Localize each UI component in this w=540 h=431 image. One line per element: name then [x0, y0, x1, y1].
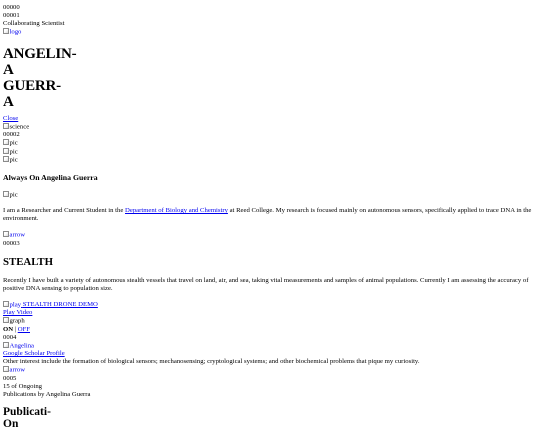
arrow-link[interactable]: [3, 231, 537, 240]
close-link[interactable]: Close: [3, 114, 19, 122]
pic-image-icon: pic: [3, 148, 18, 157]
about-paragraph: [3, 207, 537, 223]
pic-image-icon: pic: [3, 191, 18, 200]
avatar-link[interactable]: [3, 342, 537, 351]
counter-top: 00000: [3, 4, 20, 11]
publications-byline: Publications by Angelina Guerra: [3, 390, 91, 398]
profile-interests: Other interest include the formation of biological sensors; mechanosensing; cryptological systems; and other biochemical problems that pique my curiosity.: [3, 358, 420, 366]
hero-name: [3, 46, 537, 111]
publications-heading-line: Publicati-: [3, 405, 51, 418]
section-counter: 0005: [3, 374, 17, 382]
about-heading: Always On Angelina Guerra: [3, 172, 98, 182]
play-icon: play: [3, 301, 21, 310]
stealth-demo-label: STEALTH DRONE DEMO: [22, 300, 98, 308]
toggle-off-link[interactable]: OFF: [17, 325, 30, 333]
role-label: Collaborating Scientist: [3, 20, 65, 27]
about-text-start: I am a Researcher and Current Student in the: [3, 207, 126, 215]
section-counter: 00001: [3, 12, 20, 19]
play-video-link[interactable]: Play Video: [3, 309, 33, 317]
hero-name-line: A: [3, 94, 14, 111]
hero-name-line: A: [3, 61, 14, 78]
section-counter: 0004: [3, 333, 17, 341]
toggle-on[interactable]: ON: [3, 325, 14, 333]
publications-heading: [3, 406, 537, 431]
hero-name-line: ANGELIN-: [3, 45, 77, 62]
arrow-link[interactable]: [3, 366, 537, 375]
ongoing-count: 15 of Ongoing: [3, 382, 43, 390]
arrow-icon: arrow: [3, 366, 25, 375]
section-counter: 00002: [3, 131, 20, 139]
on-off-toggle: [3, 326, 537, 334]
stealth-paragraph: Recently I have built a variety of autonomous stealth vessels that travel on land, air, and sea, taking vital measurements and samples of animal populations. Currently I am assessing the accuracy of positive DNA sensing to population size.: [3, 276, 529, 292]
science-image-icon: science: [3, 123, 29, 132]
stealth-heading: STEALTH: [3, 255, 54, 268]
pic-image-icon: pic: [3, 156, 18, 165]
pic-image-icon: pic: [3, 139, 18, 148]
arrow-icon: arrow: [3, 231, 25, 240]
section-counter: 00003: [3, 239, 20, 247]
publications-heading-line: On: [3, 418, 19, 431]
google-scholar-link[interactable]: Google Scholar Profile: [3, 350, 65, 358]
logo-link[interactable]: [3, 28, 537, 37]
page: [3, 4, 537, 431]
stealth-demo-link[interactable]: [3, 301, 537, 310]
graph-image-icon: graph: [3, 317, 25, 326]
avatar-icon: Angelina: [3, 342, 34, 351]
department-link[interactable]: Department of Biology and Chemistry: [125, 207, 228, 215]
toggle-separator: |: [13, 325, 18, 333]
logo-icon: logo: [3, 28, 21, 37]
hero-name-line: GUERR-: [3, 78, 61, 95]
about-text-end: at Reed College. My research is focused mainly on autonomous sensors, specifically applied to trace DNA in the environment.: [3, 207, 532, 223]
